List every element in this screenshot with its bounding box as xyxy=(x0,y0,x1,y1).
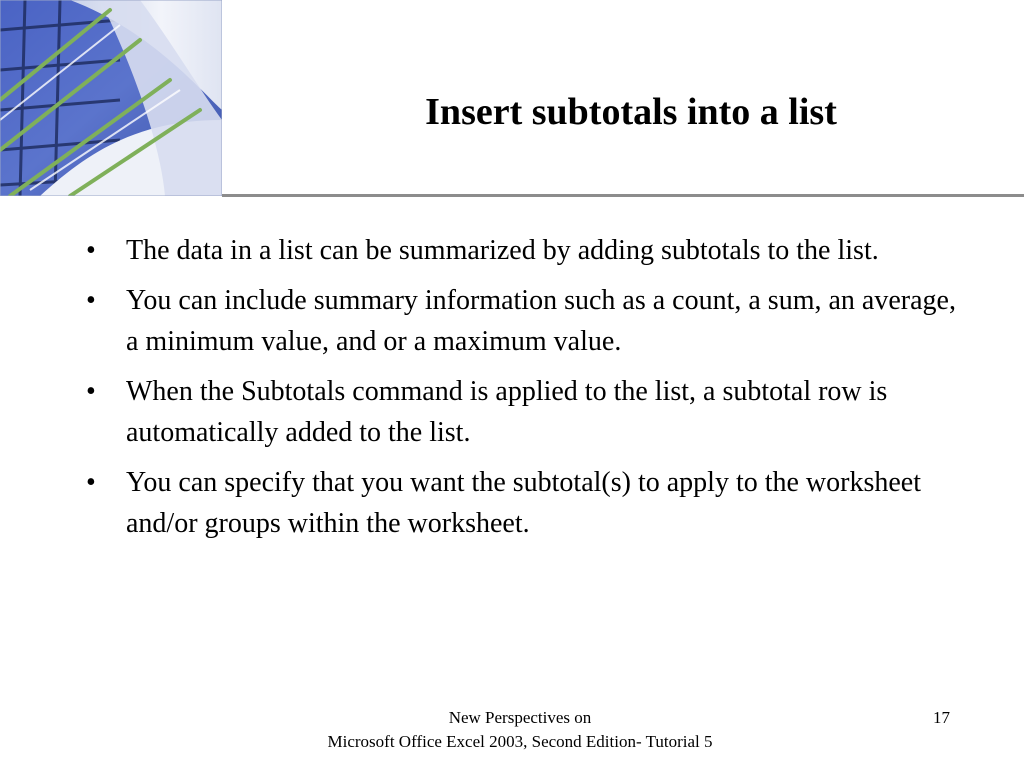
bullet-item xyxy=(86,280,966,362)
bullet-point-icon: • xyxy=(86,235,96,266)
footer-line-1: New Perspectives on xyxy=(448,708,592,727)
title-divider xyxy=(222,194,1024,197)
bullet-list xyxy=(86,230,966,553)
footer-course-info xyxy=(270,706,770,754)
bullet-text: You can include summary information such as a count, a sum, an average, a minimum value, and or a maximum value. xyxy=(126,285,956,357)
bullet-item xyxy=(86,462,966,544)
slide-title: Insert subtotals into a list xyxy=(425,91,837,133)
page-number: 17 xyxy=(933,708,950,727)
bullet-item xyxy=(86,230,966,271)
bullet-point-icon: • xyxy=(86,467,96,498)
bullet-text: When the Subtotals command is applied to the list, a subtotal row is automatically added to the list. xyxy=(126,376,888,448)
footer-line-2: Microsoft Office Excel 2003, Second Edition- Tutorial 5 xyxy=(327,732,713,751)
decorative-architecture-image xyxy=(0,0,222,196)
bullet-item xyxy=(86,371,966,453)
bullet-point-icon: • xyxy=(86,376,96,407)
bullet-text: The data in a list can be summarized by adding subtotals to the list. xyxy=(126,235,879,266)
bullet-text: You can specify that you want the subtotal(s) to apply to the worksheet and/or groups within the worksheet. xyxy=(126,467,922,539)
bullet-point-icon: • xyxy=(86,285,96,316)
